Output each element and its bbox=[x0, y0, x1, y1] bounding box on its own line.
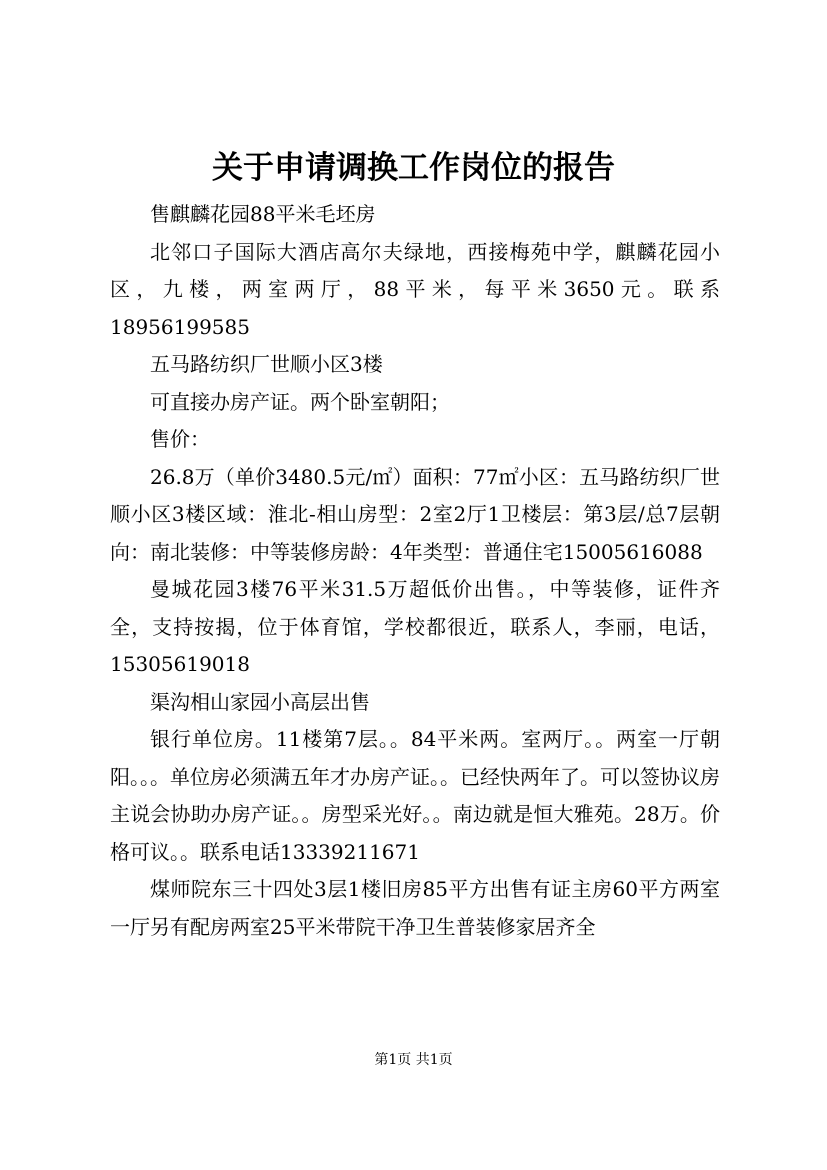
page-number-footer: 第1页 共1页 bbox=[374, 1052, 453, 1068]
paragraph: 曼城花园3楼76平米31.5万超低价出售。，中等装修，证件齐全，支持按揭，位于体育馆，学校都很近，联系人，李丽，电话，15305619018 bbox=[110, 577, 720, 676]
document-title: 关于申请调换工作岗位的报告 bbox=[212, 150, 615, 186]
paragraph: 售价： bbox=[150, 427, 210, 451]
paragraph: 银行单位房。11楼第7层。。84平米两。室两厅。。两室一厅朝阳。。。单位房必须满五年才办房产证。。已经快两年了。可以签协议房主说会协助办房产证。。房型采光好。。南边就是恒大雅苑。28万。价格可议。。联系电话13339211671 bbox=[110, 727, 720, 864]
paragraph: 26.8万（单价3480.5元/㎡）面积：77㎡小区：五马路纺织厂世顺小区3楼区域：淮北-相山房型：2室2厅1卫楼层：第3层/总7层朝向：南北装修：中等装修房龄：4年类型：普通住宅15005616088 bbox=[110, 464, 720, 564]
document-body bbox=[110, 196, 720, 946]
paragraph: 渠沟相山家园小高层出售 bbox=[150, 689, 370, 714]
paragraph: 煤师院东三十四处3层1楼旧房85平方出售有证主房60平方两室一厅另有配房两室25平米带院干净卫生普装修家居齐全 bbox=[110, 877, 720, 939]
paragraph: 五马路纺织厂世顺小区3楼 bbox=[150, 352, 383, 376]
paragraph: 售麒麟花园88平米毛坯房 bbox=[150, 202, 376, 226]
paragraph: 可直接办房产证。两个卧室朝阳； bbox=[150, 389, 450, 414]
paragraph: 北邻口子国际大酒店高尔夫绿地，西接梅苑中学，麒麟花园小区，九楼，两室两厅，88平米，每平米3650元。联系18956199585 bbox=[110, 239, 720, 339]
